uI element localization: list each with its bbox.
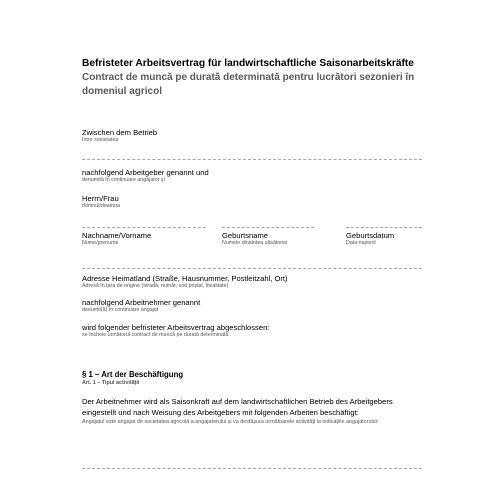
activities-input-line[interactable] bbox=[82, 468, 422, 469]
arbeitnehmer-sublabel: denumit(ă) în continuare angajat bbox=[82, 307, 159, 313]
arbeitnehmer-label: nachfolgend Arbeitnehmer genannt bbox=[82, 298, 201, 307]
arbeitgeber-label: nachfolgend Arbeitgeber genannt und bbox=[82, 168, 209, 177]
geburtsname-input-line[interactable] bbox=[222, 227, 314, 228]
geburtsdatum-sublabel: Data nașterii bbox=[346, 240, 376, 246]
adresse-input-line[interactable] bbox=[82, 268, 422, 269]
geburtsname-sublabel: Numele dinaintea căsătoriei bbox=[222, 240, 288, 246]
section-1-text-romanian: Angajatul este angajat de societatea agricolă a angajatorului și va desfășura următoarele activități la indicațiile angajatorului: bbox=[82, 419, 379, 425]
geburtsname-label: Geburtsname bbox=[222, 231, 269, 240]
betrieb-label: Zwischen dem Betrieb bbox=[82, 128, 158, 137]
geburtsdatum-label: Geburtsdatum bbox=[346, 231, 395, 240]
geburtsdatum-input-line[interactable] bbox=[346, 227, 422, 228]
section-1-subtitle: Art. 1 – Tipul activității bbox=[82, 380, 140, 386]
section-1-text-german: Der Arbeitnehmer wird als Saisonkraft auf dem landwirtschaftlichen Betrieb des Arbeitgebers eingestellt und nach Weisung des Arbeitgebers mit folgenden Arbeiten beschäftigt: bbox=[82, 397, 393, 417]
betrieb-sublabel: între societatea bbox=[82, 137, 119, 143]
abgeschlossen-label: wird folgender befristeter Arbeitsvertrag abgeschlossen: bbox=[82, 323, 270, 332]
nachname-sublabel: Nume/prenume bbox=[82, 240, 119, 246]
title-german: Befristeter Arbeitsvertrag für landwirtschaftliche Saisonarbeitskräfte bbox=[82, 58, 414, 69]
adresse-sublabel: Adresă în țara de origine (stradă, număr, cod poștal, localitate) bbox=[82, 283, 229, 289]
nachname-input-line[interactable] bbox=[82, 227, 206, 228]
abgeschlossen-sublabel: se încheie următorul contract de muncă pe durată determinată: bbox=[82, 332, 230, 338]
title-romanian: Contract de muncă pe durată determinată pentru lucrători sezonieri în domeniul agricol bbox=[82, 72, 415, 97]
nachname-label: Nachname/Vorname bbox=[82, 231, 152, 240]
herr-frau-label: Herrn/Frau bbox=[82, 194, 119, 203]
arbeitgeber-sublabel: denumită în continuare angajator și bbox=[82, 177, 165, 183]
section-1-title: § 1 – Art der Beschäftigung bbox=[82, 370, 184, 379]
adresse-label: Adresse Heimatland (Straße, Hausnummer, Postleitzahl, Ort) bbox=[82, 274, 288, 283]
betrieb-input-line[interactable] bbox=[82, 159, 422, 160]
herr-frau-sublabel: domnul/doamna bbox=[82, 203, 120, 209]
